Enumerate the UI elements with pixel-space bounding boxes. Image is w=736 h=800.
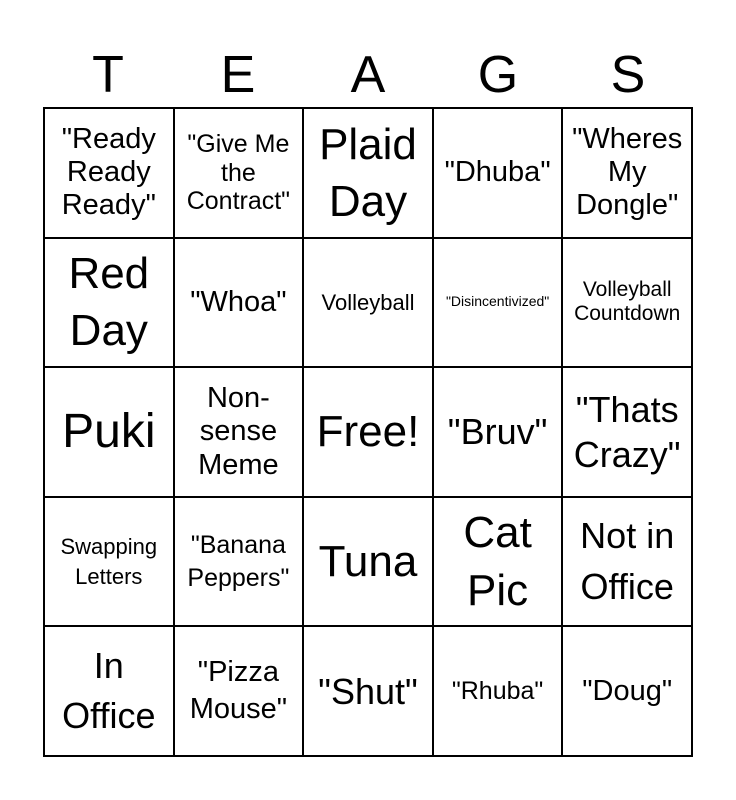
bingo-cell-label: Non-sense Meme: [198, 382, 279, 481]
bingo-cell-r5c5[interactable]: [563, 627, 693, 757]
header-letter-s: S: [610, 46, 646, 104]
bingo-cell-label: "Wheres My Dongle": [572, 123, 683, 222]
bingo-cell-label: "Pizza Mouse": [189, 655, 288, 726]
bingo-cell-label: Red Day: [68, 249, 150, 356]
bingo-cell-r3c3[interactable]: [304, 368, 434, 498]
bingo-cell-r4c1[interactable]: [45, 498, 175, 628]
bingo-cell-label: Plaid Day: [319, 119, 417, 226]
bingo-cell-label: "Banana Peppers": [187, 531, 290, 592]
bingo-cell-label: "Thats Crazy": [573, 388, 681, 475]
bingo-cell-r5c3[interactable]: [304, 627, 434, 757]
bingo-cell-r2c4[interactable]: [434, 239, 564, 369]
bingo-cell-label: "Shut": [318, 670, 418, 712]
bingo-cell-label: In Office: [62, 644, 156, 737]
bingo-cell-r2c5[interactable]: [563, 239, 693, 369]
bingo-cell-label: "Rhuba": [451, 676, 544, 705]
bingo-cell-r1c2[interactable]: [175, 109, 305, 239]
bingo-cell-r4c5[interactable]: [563, 498, 693, 628]
bingo-cell-label: Volleyball: [321, 289, 415, 315]
bingo-cell-r1c3[interactable]: [304, 109, 434, 239]
bingo-cell-r5c2[interactable]: [175, 627, 305, 757]
bingo-cell-label: "Dhuba": [444, 156, 551, 189]
bingo-cell-r1c4[interactable]: [434, 109, 564, 239]
bingo-cell-r3c5[interactable]: [563, 368, 693, 498]
bingo-cell-label: Cat Pic: [463, 508, 532, 615]
bingo-cell-label: Volleyball Countdown: [574, 278, 681, 326]
bingo-cell-label: "Whoa": [190, 285, 287, 318]
bingo-cell-label: "Disincentivized": [445, 293, 550, 310]
header-letter-a: A: [350, 46, 386, 104]
header-letter-e: E: [220, 46, 256, 104]
bingo-cell-r1c1[interactable]: [45, 109, 175, 239]
header-letter-t: T: [92, 46, 124, 104]
bingo-cell-label: "Give Me the Contract": [186, 130, 291, 216]
bingo-cell-r3c2[interactable]: [175, 368, 305, 498]
bingo-cell-label: "Ready Ready Ready": [61, 123, 156, 222]
bingo-header: [43, 44, 693, 106]
bingo-board: [43, 107, 693, 757]
bingo-cell-r4c4[interactable]: [434, 498, 564, 628]
bingo-cell-label: Tuna: [318, 537, 418, 586]
bingo-cell-r2c1[interactable]: [45, 239, 175, 369]
bingo-cell-r3c1[interactable]: [45, 368, 175, 498]
bingo-cell-r1c5[interactable]: [563, 109, 693, 239]
bingo-cell-label: Free!: [316, 407, 420, 457]
bingo-cell-label: "Doug": [582, 674, 673, 707]
bingo-cell-r5c4[interactable]: [434, 627, 564, 757]
header-letter-g: G: [477, 46, 519, 104]
bingo-cell-r3c4[interactable]: [434, 368, 564, 498]
bingo-cell-r5c1[interactable]: [45, 627, 175, 757]
bingo-cell-r4c3[interactable]: [304, 498, 434, 628]
bingo-cell-label: "Bruv": [447, 411, 548, 453]
bingo-cell-label: Not in Office: [580, 515, 675, 607]
bingo-cell-r2c3[interactable]: [304, 239, 434, 369]
bingo-cell-label: Puki: [62, 404, 156, 458]
bingo-cell-r2c2[interactable]: [175, 239, 305, 369]
bingo-cell-label: Swapping Letters: [60, 533, 158, 589]
bingo-cell-r4c2[interactable]: [175, 498, 305, 628]
